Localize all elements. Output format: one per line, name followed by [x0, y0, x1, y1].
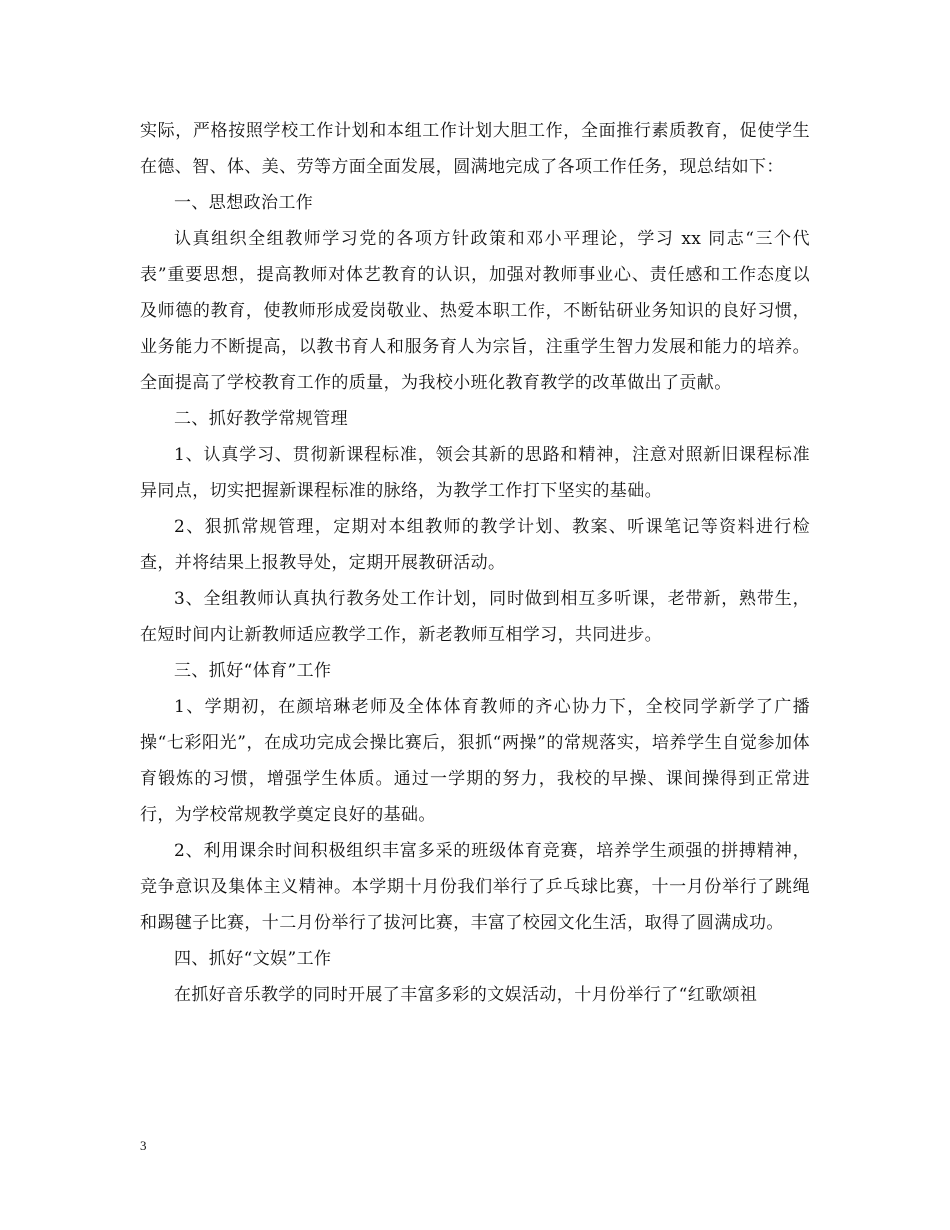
- document-body: [140, 113, 810, 1013]
- page-number: 3: [140, 1138, 147, 1153]
- intro-paragraph: 实际，严格按照学校工作计划和本组工作计划大胆工作，全面推行素质教育，促使学生在德、智、体、美、劳等方面全面发展，圆满地完成了各项工作任务，现总结如下：: [140, 121, 810, 177]
- paragraph-teaching-routine-3: 3、全组教师认真执行教务处工作计划，同时做到相互多听课，老带新，熟带生，在短时间内让新教师适应教学工作，新老教师互相学习，共同进步。: [140, 589, 810, 645]
- section-heading-sports-work: 三、抓好“体育”工作: [174, 661, 332, 681]
- section-heading-teaching-routine: 二、抓好教学常规管理: [174, 409, 348, 429]
- paragraph-sports-work-2: 2、利用课余时间积极组织丰富多采的班级体育竞赛，培养学生顽强的拼搏精神，竞争意识及集体主义精神。本学期十月份我们举行了乒乓球比赛，十一月份举行了跳绳和踢毽子比赛，十二月份举行了拔河比赛，丰富了校园文化生活，取得了圆满成功。: [140, 841, 810, 933]
- section-heading-political-work: 一、思想政治工作: [174, 193, 314, 213]
- paragraph-political-work: 认真组织全组教师学习党的各项方针政策和邓小平理论，学习 xx 同志“三个代表”重要思想，提高教师对体艺教育的认识，加强对教师事业心、责任感和工作态度以及师德的教育，使教师形成爱岗敬业、热爱本职工作，不断钻研业务知识的良好习惯，业务能力不断提高，以教书育人和服务育人为宗旨，注重学生智力发展和能力的培养。全面提高了学校教育工作的质量，为我校小班化教育教学的改革做出了贡献。: [140, 229, 810, 393]
- paragraph-teaching-routine-2: 2、狠抓常规管理，定期对本组教师的教学计划、教案、听课笔记等资料进行检查，并将结果上报教导处，定期开展教研活动。: [140, 517, 810, 573]
- section-heading-entertainment-work: 四、抓好“文娱”工作: [174, 949, 332, 969]
- paragraph-sports-work-1: 1、学期初，在颜培琳老师及全体体育教师的齐心协力下，全校同学新学了广播操“七彩阳光”，在成功完成会操比赛后，狠抓“两操”的常规落实，培养学生自觉参加体育锻炼的习惯，增强学生体质。通过一学期的努力，我校的早操、课间操得到正常进行，为学校常规教学奠定良好的基础。: [140, 697, 810, 825]
- paragraph-teaching-routine-1: 1、认真学习、贯彻新课程标准，领会其新的思路和精神，注意对照新旧课程标准异同点，切实把握新课程标准的脉络，为教学工作打下坚实的基础。: [140, 445, 810, 501]
- paragraph-entertainment-work: 在抓好音乐教学的同时开展了丰富多彩的文娱活动，十月份举行了“红歌颂祖: [174, 985, 758, 1005]
